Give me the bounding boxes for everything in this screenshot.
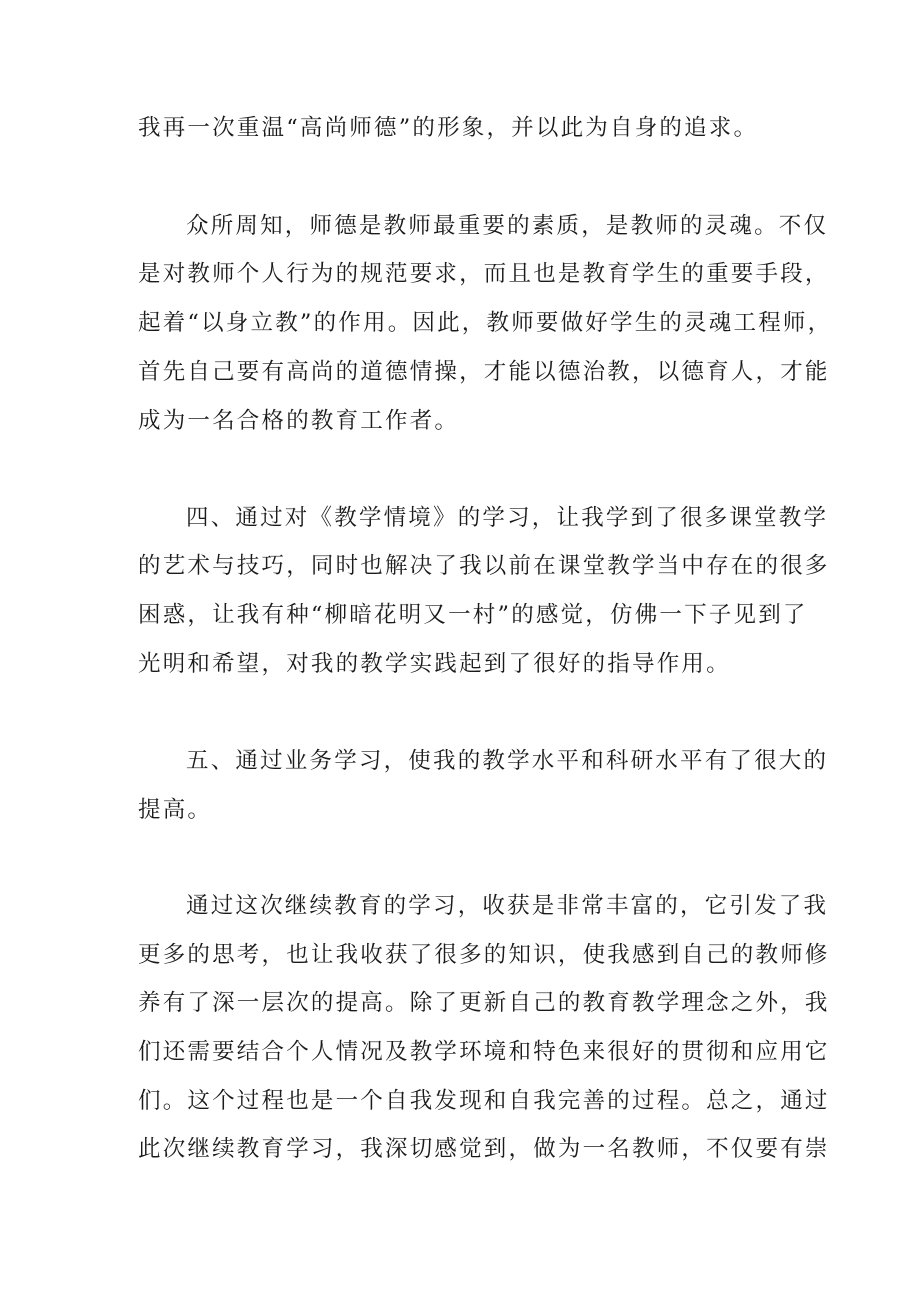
- paragraph-2-line-3: 起着“以身立教”的作用。因此，教师要做好学生的灵魂工程师，: [138, 310, 833, 336]
- paragraph-5-line-2: 更多的思考，也让我收获了很多的知识，使我感到自己的教师修: [138, 942, 830, 968]
- paragraph-5-line-6: 此次继续教育学习，我深切感觉到，做为一名教师，不仅要有崇: [138, 1136, 830, 1162]
- paragraph-2-line-5: 成为一名合格的教育工作者。: [138, 408, 460, 434]
- paragraph-5-line-3: 养有了深一层次的提高。除了更新自己的教育教学理念之外，我: [138, 990, 830, 1016]
- paragraph-4-line-2: 提高。: [138, 797, 213, 823]
- paragraph-5-line-5: 们。这个过程也是一个自我发现和自我完善的过程。总之，通过: [138, 1088, 830, 1114]
- paragraph-3-line-3: 困惑，让我有种“柳暗花明又一村”的感觉，仿佛一下子见到了: [138, 602, 808, 628]
- paragraph-3-line-1: 四、通过对《教学情境》的学习，让我学到了很多课堂教学: [186, 505, 829, 531]
- paragraph-1-line-1: 我再一次重温“高尚师德”的形象，并以此为自身的追求。: [138, 115, 759, 141]
- paragraph-2-line-2: 是对教师个人行为的规范要求，而且也是教育学生的重要手段，: [138, 261, 830, 287]
- paragraph-4-line-1: 五、通过业务学习，使我的教学水平和科研水平有了很大的: [186, 748, 829, 774]
- paragraph-5-line-4: 们还需要结合个人情况及教学环境和特色来很好的贯彻和应用它: [138, 1039, 830, 1065]
- paragraph-3-line-2: 的艺术与技巧，同时也解决了我以前在课堂教学当中存在的很多: [138, 553, 830, 579]
- paragraph-2-line-1: 众所周知，师德是教师最重要的素质，是教师的灵魂。不仅: [186, 213, 829, 239]
- paragraph-3-line-4: 光明和希望，对我的教学实践起到了很好的指导作用。: [138, 651, 731, 677]
- paragraph-2-line-4: 首先自己要有高尚的道德情操，才能以德治教，以德育人，才能: [138, 359, 830, 385]
- paragraph-5-line-1: 通过这次继续教育的学习，收获是非常丰富的，它引发了我: [186, 893, 829, 919]
